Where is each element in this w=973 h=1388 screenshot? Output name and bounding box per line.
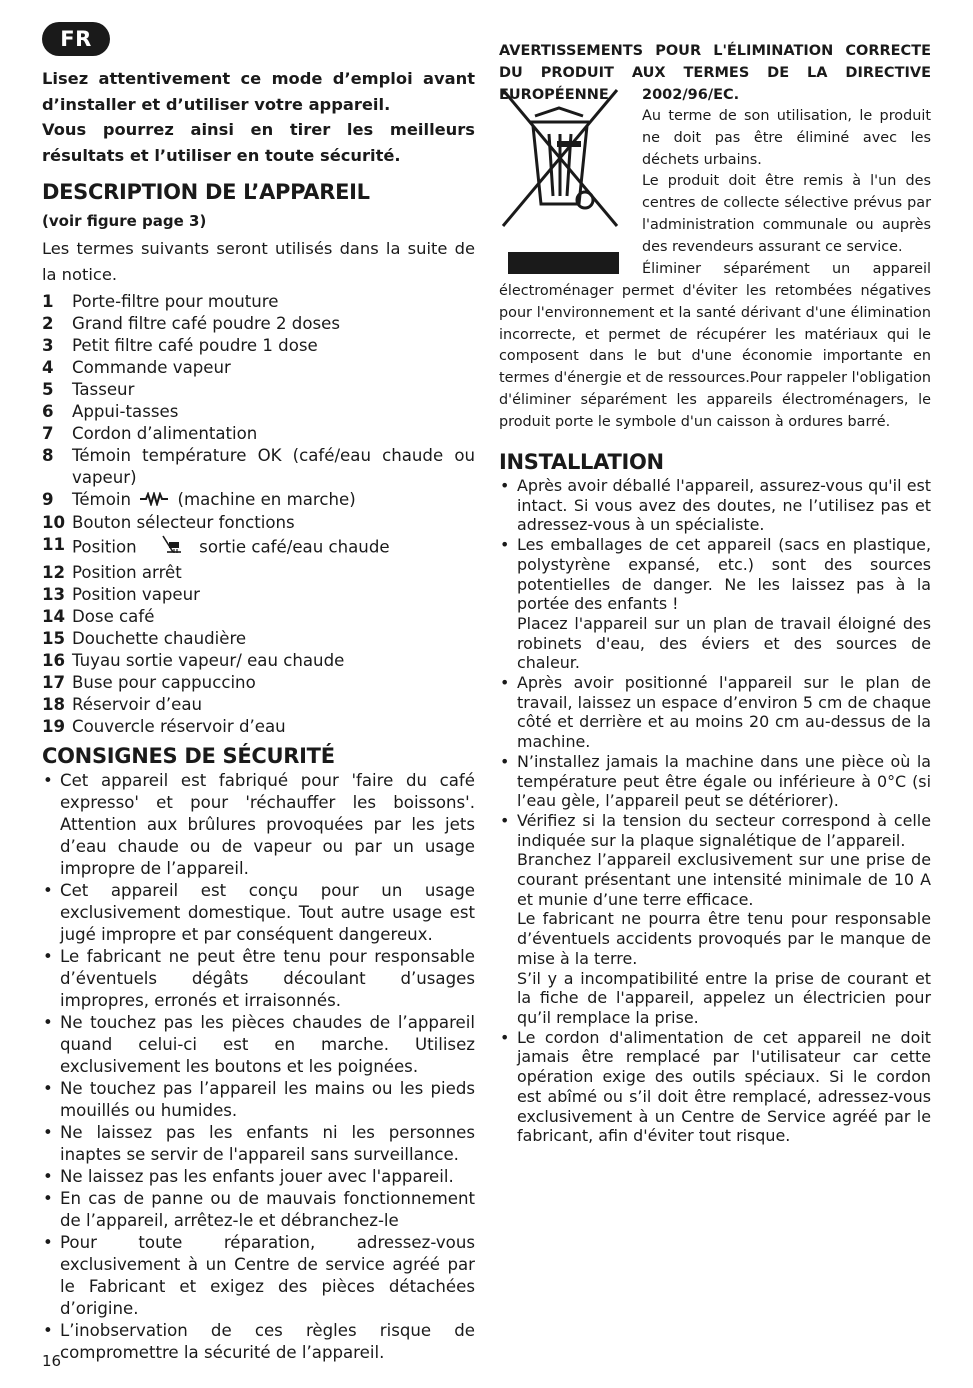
list-item: • Le fabricant ne peut être tenu pour responsable d’éventuels dégâts découlant d’usages impropres, erronés et irraisonnés. <box>42 946 475 1012</box>
list-item: 4 Commande vapeur <box>42 358 231 377</box>
list-item: • N’installez jamais la machine dans une pièce où la température peut être égale ou inférieure à 0°C (si l’eau gèle, l’appareil peut se détériorer). <box>499 752 931 811</box>
list-item: 17 Buse pour cappuccino <box>42 672 256 692</box>
list-item: 19 Couvercle réservoir d’eau <box>42 716 286 736</box>
figure-note: (voir figure page 3) <box>42 212 207 230</box>
list-item: 5 Tasseur <box>42 380 135 399</box>
list-item: 13 Position vapeur <box>42 584 200 604</box>
list-item: • Le cordon d'alimentation de cet appareil ne doit jamais être remplacé par l'utilisateur car cette opération exige des outils spéciaux. Si le cordon est abîmé ou s’il doit être remplacé, adressez-vous exclusivement à un Centre de Service agréé par le fabricant, afin d'éviter tout risque. <box>499 1028 931 1146</box>
weee-body <box>642 106 931 280</box>
list-item: • Vérifiez si la tension du secteur correspond à celle indiquée sur la plaque signalétique de l’appareil. Branchez l’appareil exclusivement sur une prise de courant présentant une intensité minimale de 10 A et munie d’une terre efficace. Le fabricant ne pourra être tenu pour responsable d’éventuels accidents provoqués par le manque de mise à la terre. S’il y a incompatibilité entre la prise de courant et la fiche de l'appareil, appelez un électricien pour qu’il remplace la prise. <box>499 811 931 1028</box>
list-item: 2 Grand filtre café poudre 2 doses <box>42 314 340 333</box>
power-on-symbol-icon <box>140 490 168 512</box>
list-item: 8 Témoin température OK (café/eau chaude ou vapeur) <box>42 446 475 487</box>
list-item: • Cet appareil est fabriqué pour 'faire du café expresso' et pour 'réchauffer les boissons'. Attention aux brûlures provoquées par les jets d’eau chaude ou de vapeur ou par un usage impropre de l’appareil. <box>42 770 475 880</box>
crossed-out-bin-icon <box>499 86 621 276</box>
weee-paragraph-3-rest: électroménager permet d'éviter les retombées négatives pour l'environnement et la santé dérivant d'une élimination incorrecte, et permet de récupérer les matériaux qui le composent dans le but d'une économie importante en termes d'énergie et de ressources.Pour rappeler l'obligation d'éliminer séparément les appareils électroménagers, le produit porte le symbole d'un caisson à ordures barré. <box>499 283 931 430</box>
list-item: 15 Douchette chaudière <box>42 628 247 648</box>
list-item: • Ne laissez pas les enfants jouer avec l'appareil. <box>42 1166 475 1188</box>
weee-paragraph-3-start: Éliminer séparément un appareil <box>642 260 931 277</box>
parts-list <box>42 291 475 738</box>
intro-paragraph-2: Vous pourrez ainsi en tirer les meilleurs résultats et l’utiliser en toute sécurité. <box>42 120 475 165</box>
weee-title: AVERTISSEMENTS POUR L'ÉLIMINATION CORRECTE DU PRODUIT AUX TERMES DE LA DIRECTIVE EUROPÉENNE <box>499 43 931 103</box>
description-intro: Les termes suivants seront utilisés dans la suite de la notice. <box>42 239 475 284</box>
weee-paragraph-2: Le produit doit être remis à l'un des centres de collecte sélective prévus par l'administration communale ou auprès des revendeurs assurant ce service. <box>642 173 931 255</box>
list-item: • Cet appareil est conçu pour un usage exclusivement domestique. Tout autre usage est jugé impropre et par conséquent dangereux. <box>42 880 475 946</box>
safety-list <box>42 770 475 1364</box>
list-item: • Après avoir positionné l'appareil sur le plan de travail, laissez un espace d’environ 5 cm de chaque côté et derrière et au moins 20 cm au-dessus de la machine. <box>499 673 931 752</box>
intro <box>42 66 475 168</box>
list-item: • Pour toute réparation, adressez-vous exclusivement à un Centre de service agréé par le Fabricant et exigez des pièces détachées d’origine. <box>42 1232 475 1320</box>
list-item: 9 Témoin (machine en marche) <box>42 489 475 512</box>
list-item: 6 Appui-tasses <box>42 402 179 421</box>
list-item: • En cas de panne ou de mauvais fonctionnement de l’appareil, arrêtez-le et débranchez-le <box>42 1188 475 1232</box>
list-item: 14 Dose café <box>42 606 155 626</box>
list-item: 18 Réservoir d’eau <box>42 694 203 714</box>
list-item: • Après avoir déballé l'appareil, assurez-vous qu'il est intact. Si vous avez des doutes, ne l’utilisez pas et adressez-vous à un spécialiste. <box>499 476 931 535</box>
list-item: • Ne touchez pas les pièces chaudes de l’appareil quand celui-ci est en marche. Utilisez exclusivement les boutons et les poignées. <box>42 1012 475 1078</box>
list-item: • Ne laissez pas les enfants ni les personnes inaptes se servir de l'appareil sans surveillance. <box>42 1122 475 1166</box>
page-number: 16 <box>42 1352 62 1370</box>
list-item: 12 Position arrêt <box>42 562 182 582</box>
list-item: • L’inobservation de ces règles risque de compromettre la sécurité de l’appareil. <box>42 1320 475 1364</box>
safety-title: CONSIGNES DE SÉCURITÉ <box>42 744 335 768</box>
weee-paragraph-1: Au terme de son utilisation, le produit ne doit pas être éliminé avec les déchets urbains. <box>642 108 931 168</box>
list-item: 1 Porte-filtre pour mouture <box>42 292 279 311</box>
list-item: 10 Bouton sélecteur fonctions <box>42 512 295 532</box>
description-title: DESCRIPTION DE L’APPAREIL <box>42 180 370 204</box>
list-item: 7 Cordon d’alimentation <box>42 424 258 443</box>
list-item: 3 Petit filtre café poudre 1 dose <box>42 336 318 355</box>
weee-directive: 2002/96/EC. <box>642 87 740 103</box>
coffee-hot-water-icon <box>160 534 184 562</box>
installation-title: INSTALLATION <box>499 450 664 474</box>
intro-paragraph-1: Lisez attentivement ce mode d’emploi avant d’installer et d’utiliser votre appareil. <box>42 69 475 114</box>
list-item: 11 Position sortie café/eau chaude <box>42 534 475 562</box>
installation-list <box>499 476 931 1146</box>
language-badge: FR <box>42 22 110 56</box>
list-item: • Les emballages de cet appareil (sacs en plastique, polystyrène expansé, etc.) sont des sources potentielles de danger. Ne les laissez pas à la portée des enfants ! Placez l'appareil sur un plan de travail éloigné des robinets d'eau, des éviers et des sources de chaleur. <box>499 535 931 673</box>
list-item: • Ne touchez pas l’appareil les mains ou les pieds mouillés ou humides. <box>42 1078 475 1122</box>
list-item: 16 Tuyau sortie vapeur/ eau chaude <box>42 650 345 670</box>
